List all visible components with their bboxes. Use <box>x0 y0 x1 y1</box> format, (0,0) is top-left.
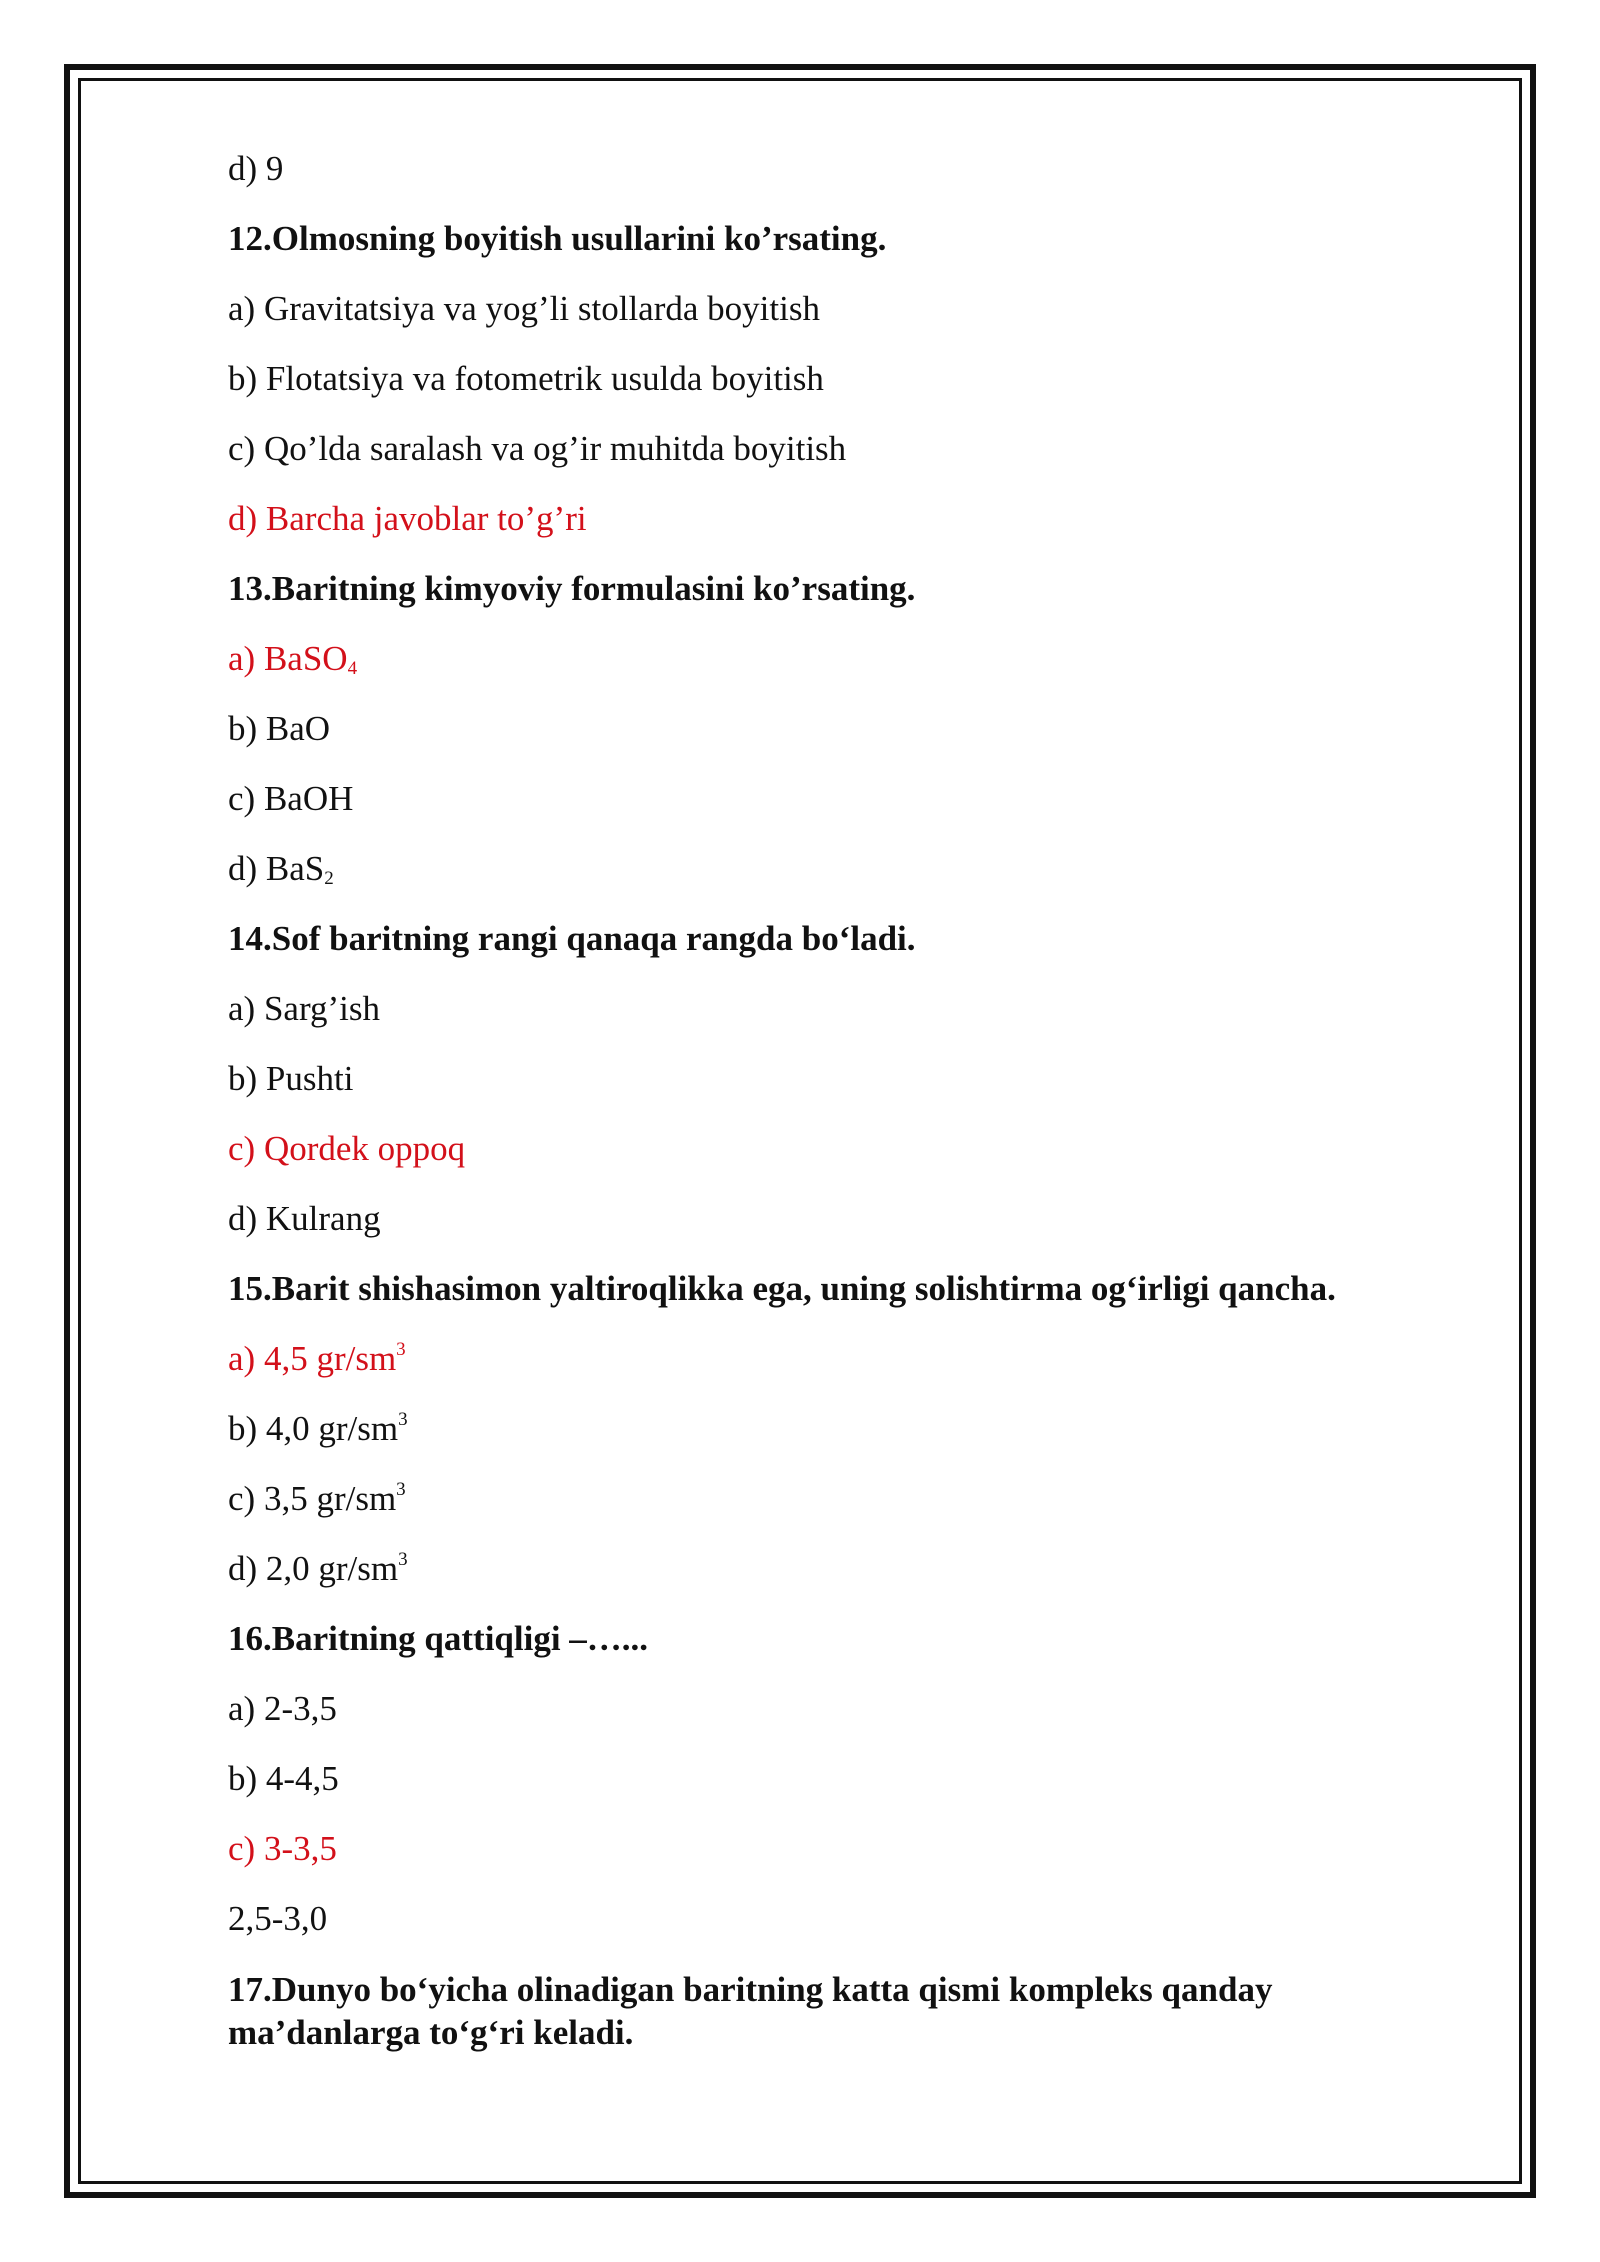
option-11-d: d) 9 <box>228 149 284 188</box>
option-14-d: d) Kulrang <box>228 1199 381 1238</box>
question-17: 17.Dunyo bo‘yicha olinadigan baritning katta qismi kompleks qanday ma’danlarga to‘g‘ri keladi. <box>228 1970 1273 2052</box>
option-13-a-correct <box>228 638 1438 680</box>
question-15: 15.Barit shishasimon yaltiroqlikka ega, uning solishtirma og‘irligi qancha. <box>228 1269 1336 1308</box>
formula-text: d) BaS <box>228 849 325 888</box>
subscript: 4 <box>347 658 358 679</box>
question-13: 13.Baritning kimyoviy formulasini ko’rsating. <box>228 569 916 608</box>
option-13-d <box>228 848 1438 890</box>
option-13-c: c) BaOH <box>228 779 354 818</box>
question-16: 16.Baritning qattiqligi –…... <box>228 1619 649 1658</box>
option-15-d <box>228 1548 1438 1590</box>
option-13-b: b) BaO <box>228 709 331 748</box>
density-text: c) 3,5 gr/sm <box>228 1479 397 1518</box>
option-12-d-correct: d) Barcha javoblar to’g’ri <box>228 499 587 538</box>
superscript: 3 <box>398 1409 408 1430</box>
option-16-b: b) 4-4,5 <box>228 1759 339 1798</box>
density-text: a) 4,5 gr/sm <box>228 1339 397 1378</box>
density-text: b) 4,0 gr/sm <box>228 1409 399 1448</box>
option-12-b: b) Flotatsiya va fotometrik usulda boyitish <box>228 359 824 398</box>
option-14-c-correct: c) Qordek oppoq <box>228 1129 466 1168</box>
superscript: 3 <box>398 1549 408 1570</box>
density-text: d) 2,0 gr/sm <box>228 1549 399 1588</box>
subscript: 2 <box>324 868 334 889</box>
formula-text: a) BaSO <box>228 639 348 678</box>
question-12: 12.Olmosning boyitish usullarini ko’rsating. <box>228 219 887 258</box>
option-12-a: a) Gravitatsiya va yog’li stollarda boyitish <box>228 289 820 328</box>
option-15-b <box>228 1408 1438 1450</box>
quiz-content <box>228 148 1438 2082</box>
superscript: 3 <box>396 1479 406 1500</box>
superscript: 3 <box>396 1339 406 1360</box>
option-16-c-correct: c) 3-3,5 <box>228 1829 337 1868</box>
option-15-a-correct <box>228 1338 1438 1380</box>
option-14-b: b) Pushti <box>228 1059 354 1098</box>
option-16-d: 2,5-3,0 <box>228 1899 328 1938</box>
option-14-a: a) Sarg’ish <box>228 989 380 1028</box>
option-15-c <box>228 1478 1438 1520</box>
option-12-c: c) Qo’lda saralash va og’ir muhitda boyitish <box>228 429 847 468</box>
question-14: 14.Sof baritning rangi qanaqa rangda bo‘ladi. <box>228 919 916 958</box>
option-16-a: a) 2-3,5 <box>228 1689 337 1728</box>
